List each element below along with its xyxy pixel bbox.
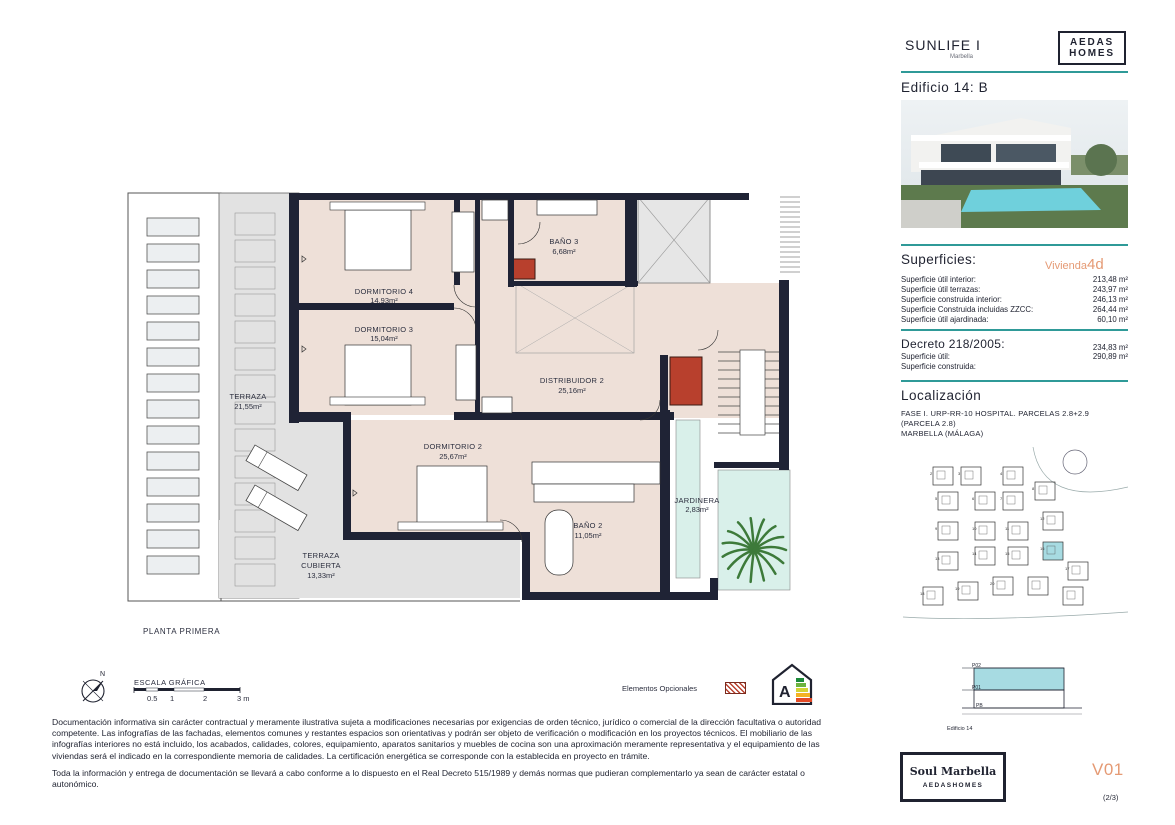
- lounger: [147, 218, 199, 236]
- building-render: [901, 100, 1128, 228]
- site-number: 16: [1040, 546, 1045, 551]
- lounger: [147, 322, 199, 340]
- north-arrow-icon: [78, 667, 108, 707]
- site-number: 15: [1005, 551, 1010, 556]
- room-label: DORMITORIO 3: [354, 325, 414, 334]
- site-number: 5: [935, 496, 938, 501]
- lounger: [147, 426, 199, 444]
- room-label: CUBIERTA: [301, 561, 341, 570]
- room-label: DISTRIBUIDOR 2: [539, 376, 605, 385]
- lounger: [147, 452, 199, 470]
- room-label: TERRAZA: [302, 551, 340, 560]
- room-area: 2,83m²: [685, 505, 709, 514]
- soul-marbella-logo: [900, 752, 1006, 802]
- decree-label: Superficie útil:: [901, 352, 950, 361]
- building-title: Edificio 14: B: [901, 80, 989, 95]
- site-number: 4: [1000, 471, 1003, 476]
- site-number: 18: [920, 591, 925, 596]
- room-label: BAÑO 3: [549, 237, 579, 246]
- site-number: 2: [930, 471, 933, 476]
- lounger: [147, 556, 199, 574]
- surface-label: Superficie construida interior:: [901, 295, 1002, 304]
- optional-elements-label: Elementos Opcionales: [622, 684, 698, 693]
- surface-row: [901, 285, 1128, 295]
- decree-label: Superficie construida:: [901, 362, 976, 371]
- energy-rating-icon: [770, 660, 820, 705]
- logo-title: Soul Marbella: [909, 765, 997, 778]
- site-number: 10: [972, 526, 977, 531]
- svg-text:P02: P02: [972, 663, 981, 669]
- lounger: [147, 296, 199, 314]
- divider: [901, 71, 1128, 73]
- site-number: 13: [935, 556, 940, 561]
- lounger: [147, 400, 199, 418]
- svg-text:A: A: [779, 684, 791, 701]
- surface-label: Superficie útil terrazas:: [901, 285, 981, 294]
- building-section: [942, 660, 1092, 735]
- room-area: 13,33m²: [307, 571, 335, 580]
- site-number: 19: [955, 586, 960, 591]
- surface-row: [901, 275, 1128, 285]
- floor-plan: [120, 185, 810, 610]
- divider: [901, 244, 1128, 246]
- decree-title: Decreto 218/2005:: [901, 337, 1005, 351]
- site-plan-map: [903, 447, 1128, 640]
- project-name: SUNLIFE I: [905, 37, 981, 53]
- site-number: 3: [958, 471, 961, 476]
- room-area: 25,16m²: [558, 386, 586, 395]
- surface-row: [901, 305, 1128, 315]
- scale-title: ESCALA GRÁFICA: [134, 678, 206, 687]
- surface-row: [901, 295, 1128, 305]
- surfaces-title: Superficies:: [901, 252, 977, 267]
- scale-tick: 1: [170, 694, 175, 703]
- room-area: 6,68m²: [552, 247, 576, 256]
- logo-subtitle: AEDASHOMES: [922, 782, 984, 789]
- lounger: [147, 348, 199, 366]
- unit-tag-code: 4d: [1087, 256, 1104, 273]
- surface-label: Superficie útil interior:: [901, 275, 976, 284]
- surface-label: Superficie Construida incluidas ZZCC:: [901, 305, 1034, 314]
- room-label: BAÑO 2: [573, 521, 603, 530]
- surface-value: 264,44 m²: [1092, 305, 1128, 314]
- room-label: DORMITORIO 4: [354, 287, 414, 296]
- site-number: 12: [1040, 516, 1045, 521]
- unit-tag-prefix: Vivienda: [1045, 260, 1087, 272]
- room-label: JARDINERA: [674, 496, 720, 505]
- page-number: (2/3): [1103, 793, 1119, 802]
- room-label: TERRAZA: [229, 392, 267, 401]
- lounger: [147, 374, 199, 392]
- room-label: DORMITORIO 2: [423, 442, 483, 451]
- svg-text:P01: P01: [972, 685, 981, 691]
- site-number: 7: [1000, 496, 1003, 501]
- scale-tick: 0.5: [147, 694, 158, 703]
- aedas-logo: [1058, 31, 1126, 65]
- location-title: Localización: [901, 388, 982, 403]
- disclaimer-paragraph: Documentación informativa sin carácter contractual y meramente ilustrativa sujeta a modificaciones necesarias por exigencias de orden técnico, jurídico o comercial de la dirección facultativa o autoridad competente. Las infografías de las fachadas, elementos comunes y restantes espacios son orientativas y podrán ser objeto de verificación o modificación en los proyectos técnicos. El mobiliario de las infografías interiores no está incluido, los acabados, calidades, colores, equipamiento, aparatos sanitarios y muebles de cocina son una aproximación meramente representativa y el equipamiento de las viviendas será el indicado en la correspondiente memoria de calidades. La certificación energética se corresponde con la establecida en proyecto en trámite.: [52, 717, 822, 761]
- surface-value: 60,10 m²: [1097, 315, 1128, 324]
- site-number: 8: [1032, 486, 1035, 491]
- section-label: Edificio 14: [947, 726, 973, 732]
- room-area: 21,55m²: [234, 402, 262, 411]
- location-line: MARBELLA (MÁLAGA): [901, 429, 984, 438]
- logo-text: HOMES: [1069, 48, 1115, 59]
- lounger: [147, 270, 199, 288]
- scale-tick: 3 m: [237, 694, 250, 703]
- site-number: 11: [1005, 526, 1010, 531]
- logo-text: AEDAS: [1069, 37, 1114, 48]
- decree-row: [901, 352, 1128, 362]
- divider: [901, 329, 1128, 331]
- surface-label: Superficie útil ajardinada:: [901, 315, 989, 324]
- location-line: (PARCELA 2.8): [901, 419, 956, 428]
- location-line: FASE I. URP-RR-10 HOSPITAL. PARCELAS 2.8+2.9: [901, 409, 1090, 418]
- decree-value: 290,89 m²: [1092, 352, 1128, 361]
- lounger: [147, 504, 199, 522]
- surface-value: 246,13 m²: [1092, 295, 1128, 304]
- site-number: 9: [935, 526, 938, 531]
- legal-disclaimer: [52, 717, 852, 796]
- floor-title: PLANTA PRIMERA: [143, 627, 221, 636]
- svg-text:N: N: [100, 671, 106, 678]
- surface-row: [901, 315, 1128, 325]
- lounger: [147, 244, 199, 262]
- disclaimer-paragraph: Toda la información y entrega de documentación se llevará a cabo conforme a lo dispuesto en el Real Decreto 515/1989 y demás normas que pudieran complementarlo ya sean de carácter estatal o autonómico.: [52, 767, 805, 790]
- site-building: [1043, 542, 1063, 560]
- svg-text:PB: PB: [976, 703, 983, 709]
- decree-value: 234,83 m²: [1092, 343, 1128, 352]
- site-number: 20: [990, 581, 995, 586]
- site-number: 6: [972, 496, 975, 501]
- surface-value: 213,48 m²: [1092, 275, 1128, 284]
- divider: [901, 380, 1128, 382]
- surface-value: 243,97 m²: [1092, 285, 1128, 294]
- version-label: V01: [1092, 760, 1124, 779]
- project-city: Marbella: [950, 54, 974, 60]
- optional-elements-swatch: [725, 682, 746, 694]
- room-area: 25,67m²: [439, 452, 467, 461]
- scale-tick: 2: [203, 694, 208, 703]
- room-area: 15,04m²: [370, 334, 398, 343]
- lounger: [147, 478, 199, 496]
- site-number: 14: [972, 551, 977, 556]
- room-area: 11,05m²: [574, 531, 602, 540]
- site-number: 17: [1065, 566, 1070, 571]
- decree-row: [901, 362, 1128, 372]
- unit-tag: [1045, 256, 1104, 273]
- room-area: 14,93m²: [370, 296, 398, 305]
- lounger: [147, 530, 199, 548]
